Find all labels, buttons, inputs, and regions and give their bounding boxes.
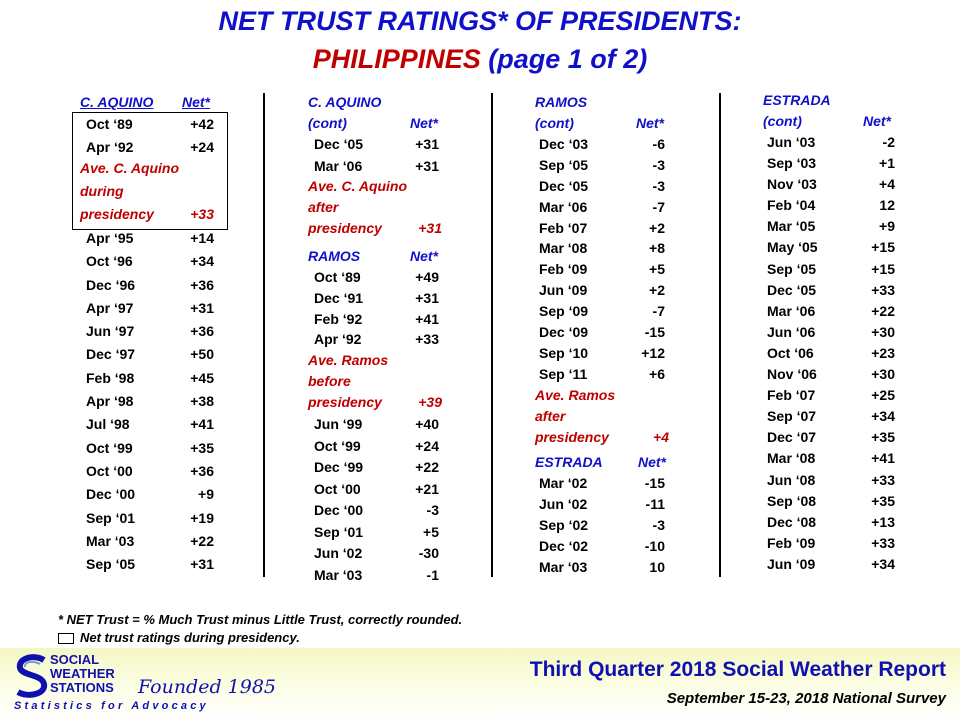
column-header	[763, 111, 913, 132]
table-row	[535, 473, 685, 494]
table-row	[535, 364, 685, 385]
row-net-value: +25	[871, 387, 895, 404]
row-date: Jul ‘98	[86, 416, 130, 433]
table-row	[535, 238, 685, 259]
row-net-value: +9	[198, 486, 214, 503]
column-header: RAMOS	[535, 94, 588, 110]
table-row	[763, 195, 913, 216]
row-net-value: -3	[652, 177, 665, 194]
table-row	[308, 500, 458, 522]
row-date: Feb ‘09	[539, 261, 588, 278]
table-row	[308, 134, 458, 156]
row-net-value: +50	[190, 346, 214, 363]
average-block	[80, 157, 230, 227]
row-net-value: +5	[649, 261, 665, 278]
column-divider	[719, 93, 721, 577]
row-date: Dec ‘07	[767, 429, 817, 446]
table-row	[763, 174, 913, 195]
header-cont: (cont)	[308, 115, 347, 131]
row-net-value: +41	[415, 310, 439, 327]
row-date: Sep ‘08	[767, 492, 817, 509]
table-row	[763, 512, 913, 533]
average-block	[535, 385, 685, 451]
founded-text: Founded 1985	[138, 676, 277, 698]
table-row	[80, 460, 230, 483]
row-net-value: +12	[641, 344, 665, 361]
table-row	[763, 343, 913, 364]
row-date: Sep ‘10	[539, 344, 589, 361]
row-net-value: +22	[871, 302, 895, 319]
row-date: Dec ‘00	[86, 486, 136, 503]
table-row	[763, 470, 913, 491]
row-date: Apr ‘92	[314, 331, 362, 348]
row-net-value: +36	[190, 276, 214, 293]
row-date: Sep ‘05	[86, 556, 136, 573]
average-block	[308, 176, 458, 242]
table-row	[763, 533, 913, 554]
row-date: Oct ‘96	[86, 253, 133, 270]
row-date: Mar ‘08	[767, 450, 816, 467]
table-row	[763, 427, 913, 448]
row-date: Apr ‘92	[86, 138, 134, 155]
row-net-value: +40	[415, 416, 439, 433]
row-date: Sep ‘01	[314, 523, 364, 540]
table-row	[763, 237, 913, 258]
row-date: Oct ‘99	[314, 437, 361, 454]
row-net-value: +41	[190, 416, 214, 433]
subtitle-country: PHILIPPINES	[312, 44, 481, 74]
row-date: Jun ‘03	[767, 134, 816, 150]
row-date: Sep ‘03	[767, 155, 817, 172]
row-net-value: +2	[649, 282, 665, 299]
row-date: Dec ‘08	[767, 513, 817, 530]
table-row	[763, 280, 913, 301]
legend	[58, 630, 300, 645]
table-row	[308, 329, 458, 350]
table-row	[308, 267, 458, 288]
row-net-value: -7	[652, 303, 665, 320]
table-row	[308, 156, 458, 178]
row-date: Oct ‘06	[767, 344, 814, 361]
column-header	[308, 113, 458, 134]
header-cont: (cont)	[763, 113, 802, 129]
row-net-value: -15	[644, 324, 665, 341]
row-date: Sep ‘05	[767, 260, 817, 277]
row-net-value: +33	[871, 471, 895, 488]
header-net: Net*	[182, 94, 211, 110]
row-net-value: +14	[190, 230, 214, 246]
table-row	[763, 259, 913, 280]
row-net-value: +33	[415, 331, 439, 348]
average-label: during	[80, 183, 124, 199]
table-row	[80, 390, 230, 413]
row-date: Oct ‘89	[314, 269, 361, 285]
row-net-value: +45	[190, 369, 214, 386]
row-date: Sep ‘02	[539, 517, 589, 534]
row-net-value: +34	[871, 555, 895, 572]
row-date: Mar ‘06	[539, 198, 588, 215]
header-net: Net*	[638, 453, 667, 470]
average-label: Ave. Ramos	[535, 386, 616, 403]
row-net-value: +24	[190, 138, 214, 155]
row-date: Feb ‘07	[767, 387, 816, 404]
row-net-value: +4	[879, 176, 895, 193]
table-row	[308, 288, 458, 309]
row-date: Jun ‘99	[314, 416, 363, 433]
table-row	[80, 227, 230, 250]
row-net-value: +19	[190, 509, 214, 526]
table-row	[308, 522, 458, 544]
row-net-value: +36	[190, 462, 214, 479]
page-subtitle	[0, 44, 960, 75]
row-net-value: -2	[882, 134, 895, 150]
row-net-value: -3	[652, 517, 665, 534]
row-date: Sep ‘07	[767, 408, 817, 425]
sws-logo-icon	[14, 654, 50, 698]
table-row	[535, 197, 685, 218]
row-date: Mar ‘06	[314, 157, 363, 174]
row-net-value: +31	[415, 157, 439, 174]
row-date: Dec ‘97	[86, 346, 136, 363]
table-row	[80, 530, 230, 553]
row-date: Dec ‘05	[314, 136, 364, 152]
row-date: Oct ‘00	[86, 462, 133, 479]
table-row	[308, 457, 458, 479]
row-net-value: +33	[871, 534, 895, 551]
row-date: Jun ‘02	[314, 545, 363, 562]
row-date: Sep ‘01	[86, 509, 136, 526]
row-date: Apr ‘97	[86, 299, 134, 316]
row-net-value: +6	[649, 365, 665, 382]
row-net-value: -15	[644, 474, 665, 491]
table-row	[80, 507, 230, 530]
row-net-value: +35	[871, 429, 895, 446]
row-date: Mar ‘02	[539, 474, 588, 491]
row-net-value: +8	[649, 240, 665, 257]
table-row	[308, 565, 458, 587]
table-row	[80, 136, 230, 159]
row-net-value: +23	[871, 344, 895, 361]
row-date: Mar ‘06	[767, 302, 816, 319]
tagline: Statistics for Advocacy	[14, 700, 209, 712]
table-row	[308, 543, 458, 565]
table-row	[80, 297, 230, 320]
row-date: Apr ‘95	[86, 230, 134, 246]
table-row	[535, 218, 685, 239]
table-row	[80, 320, 230, 343]
org-name	[50, 653, 115, 695]
table-row	[763, 322, 913, 343]
row-net-value: +49	[415, 269, 439, 285]
table-row	[763, 132, 913, 153]
row-net-value: +31	[190, 556, 214, 573]
average-value: +4	[653, 428, 669, 445]
row-date: Jun ‘09	[767, 555, 816, 572]
table-row	[80, 553, 230, 576]
row-date: Dec ‘96	[86, 276, 136, 293]
header-net: Net*	[863, 113, 892, 129]
row-net-value: +30	[871, 323, 895, 340]
column-header	[80, 92, 230, 113]
table-row	[308, 309, 458, 330]
row-date: Dec ‘99	[314, 459, 364, 476]
row-date: Nov ‘06	[767, 366, 817, 383]
column-header: C. AQUINO	[308, 94, 382, 110]
footnote: * NET Trust = % Much Trust minus Little Trust, correctly rounded.	[58, 612, 463, 627]
report-title: Third Quarter 2018 Social Weather Report	[529, 658, 946, 681]
row-net-value: +35	[190, 439, 214, 456]
row-date: Sep ‘05	[539, 156, 589, 173]
table-row	[535, 155, 685, 176]
row-date: Apr ‘98	[86, 393, 134, 410]
row-net-value: +30	[871, 366, 895, 383]
table-row	[535, 259, 685, 280]
row-date: Oct ‘00	[314, 480, 361, 497]
average-label: before	[308, 373, 351, 390]
row-date: Jun ‘06	[767, 323, 816, 340]
row-date: Dec ‘91	[314, 289, 364, 306]
average-value: +33	[190, 206, 214, 222]
row-net-value: +21	[415, 480, 439, 497]
row-date: Dec ‘09	[539, 324, 589, 341]
org-name-line: WEATHER	[50, 666, 115, 681]
table-row	[763, 448, 913, 469]
row-net-value: +2	[649, 219, 665, 236]
row-net-value: 10	[649, 559, 665, 576]
row-date: Jun ‘08	[767, 471, 816, 488]
row-net-value: -3	[426, 502, 439, 519]
table-row	[535, 301, 685, 322]
average-value: +31	[418, 220, 442, 236]
table-row	[80, 274, 230, 297]
column-header: ESTRADA	[763, 92, 831, 108]
row-date: Jun ‘02	[539, 495, 588, 512]
table-row	[80, 413, 230, 436]
table-row	[763, 406, 913, 427]
legend-box-icon	[58, 633, 74, 644]
header-net: Net*	[636, 115, 665, 131]
row-net-value: +13	[871, 513, 895, 530]
table-row	[535, 343, 685, 364]
legend-label: Net trust ratings during presidency.	[80, 630, 300, 645]
row-net-value: +24	[415, 437, 439, 454]
row-net-value: +33	[871, 281, 895, 298]
table-row	[535, 322, 685, 343]
table-row	[763, 385, 913, 406]
table-row	[535, 280, 685, 301]
average-label: after	[535, 407, 566, 424]
table-row	[763, 216, 913, 237]
row-date: Sep ‘11	[539, 365, 588, 382]
table-row	[535, 176, 685, 197]
row-date: Mar ‘03	[539, 559, 588, 576]
average-label: after	[308, 199, 339, 215]
row-date: Sep ‘09	[539, 303, 589, 320]
row-date: Feb ‘07	[539, 219, 588, 236]
row-date: Dec ‘00	[314, 502, 364, 519]
row-net-value: -10	[644, 538, 665, 555]
subtitle-page: (page 1 of 2)	[488, 44, 648, 74]
row-net-value: +9	[879, 218, 895, 235]
column-divider	[263, 93, 265, 577]
average-label: presidency	[535, 428, 609, 445]
table-row	[308, 414, 458, 436]
table-row	[763, 301, 913, 322]
row-date: Oct ‘99	[86, 439, 133, 456]
row-net-value: +35	[871, 492, 895, 509]
row-date: Dec ‘05	[539, 177, 589, 194]
row-net-value: -1	[426, 566, 439, 583]
row-net-value: +34	[190, 253, 214, 270]
row-date: Jun ‘97	[86, 323, 135, 340]
average-value: +39	[418, 394, 442, 411]
table-row	[308, 479, 458, 501]
row-net-value: +31	[415, 289, 439, 306]
org-name-line: STATIONS	[50, 680, 114, 695]
table-row	[763, 153, 913, 174]
average-block	[308, 350, 458, 414]
row-net-value: +41	[871, 450, 895, 467]
table-row	[763, 364, 913, 385]
row-net-value: -30	[418, 545, 439, 562]
row-net-value: +1	[879, 155, 895, 172]
header-cont: (cont)	[535, 115, 574, 131]
average-label: Ave. C. Aquino	[308, 178, 408, 194]
header-name: RAMOS	[308, 248, 361, 264]
row-date: Dec ‘02	[539, 538, 589, 555]
row-net-value: -6	[652, 136, 665, 152]
table-row	[763, 554, 913, 575]
row-net-value: -11	[645, 495, 665, 512]
column-divider	[491, 93, 493, 577]
average-label: Ave. Ramos	[308, 352, 389, 369]
row-date: Mar ‘05	[767, 218, 816, 235]
column-header	[535, 113, 685, 134]
row-net-value: +31	[190, 299, 214, 316]
row-net-value: +15	[871, 239, 895, 256]
table-row	[80, 250, 230, 273]
table-row	[80, 437, 230, 460]
table-row	[535, 557, 685, 578]
row-date: Mar ‘08	[539, 240, 588, 257]
row-date: Mar ‘03	[314, 566, 363, 583]
row-net-value: -7	[652, 198, 665, 215]
row-net-value: +34	[871, 408, 895, 425]
table-row	[763, 491, 913, 512]
row-net-value: +42	[190, 116, 214, 132]
row-date: Feb ‘04	[767, 197, 816, 214]
average-label: presidency	[308, 220, 382, 236]
header-net: Net*	[410, 248, 439, 264]
row-net-value: +15	[871, 260, 895, 277]
row-net-value: 12	[879, 197, 895, 214]
header-name: ESTRADA	[535, 453, 603, 470]
row-date: May ‘05	[767, 239, 818, 256]
row-date: Dec ‘03	[539, 136, 589, 152]
column-c-aquino	[80, 92, 230, 576]
average-label: presidency	[80, 206, 154, 222]
table-row	[535, 494, 685, 515]
average-label: presidency	[308, 394, 382, 411]
row-net-value: -3	[652, 156, 665, 173]
table-row	[80, 483, 230, 506]
table-row	[80, 113, 230, 136]
row-date: Oct ‘89	[86, 116, 133, 132]
report-subtitle: September 15-23, 2018 National Survey	[666, 690, 946, 707]
table-row	[535, 536, 685, 557]
row-net-value: +36	[190, 323, 214, 340]
row-date: Feb ‘98	[86, 369, 135, 386]
header-name: C. AQUINO	[80, 94, 154, 110]
table-row	[308, 436, 458, 458]
column-header	[535, 452, 685, 473]
row-date: Feb ‘09	[767, 534, 816, 551]
average-label: Ave. C. Aquino	[80, 160, 180, 176]
page-title: NET TRUST RATINGS* OF PRESIDENTS:	[218, 6, 742, 36]
table-row	[80, 367, 230, 390]
row-net-value: +38	[190, 393, 214, 410]
row-net-value: +22	[190, 532, 214, 549]
column-estrada-cont	[763, 90, 913, 575]
row-date: Dec ‘05	[767, 281, 817, 298]
table-row	[535, 515, 685, 536]
row-date: Mar ‘03	[86, 532, 135, 549]
column-ramos-cont-estrada	[535, 92, 685, 579]
row-net-value: +31	[415, 136, 439, 152]
row-date: Nov ‘03	[767, 176, 817, 193]
table-row	[535, 134, 685, 155]
row-date: Jun ‘09	[539, 282, 588, 299]
table-row	[80, 343, 230, 366]
column-header	[308, 246, 458, 267]
header-net: Net*	[410, 115, 439, 131]
row-net-value: +22	[415, 459, 439, 476]
row-net-value: +5	[423, 523, 439, 540]
org-name-line: SOCIAL	[50, 652, 100, 667]
column-c-aquino-cont-ramos	[308, 92, 458, 586]
row-date: Feb ‘92	[314, 310, 363, 327]
